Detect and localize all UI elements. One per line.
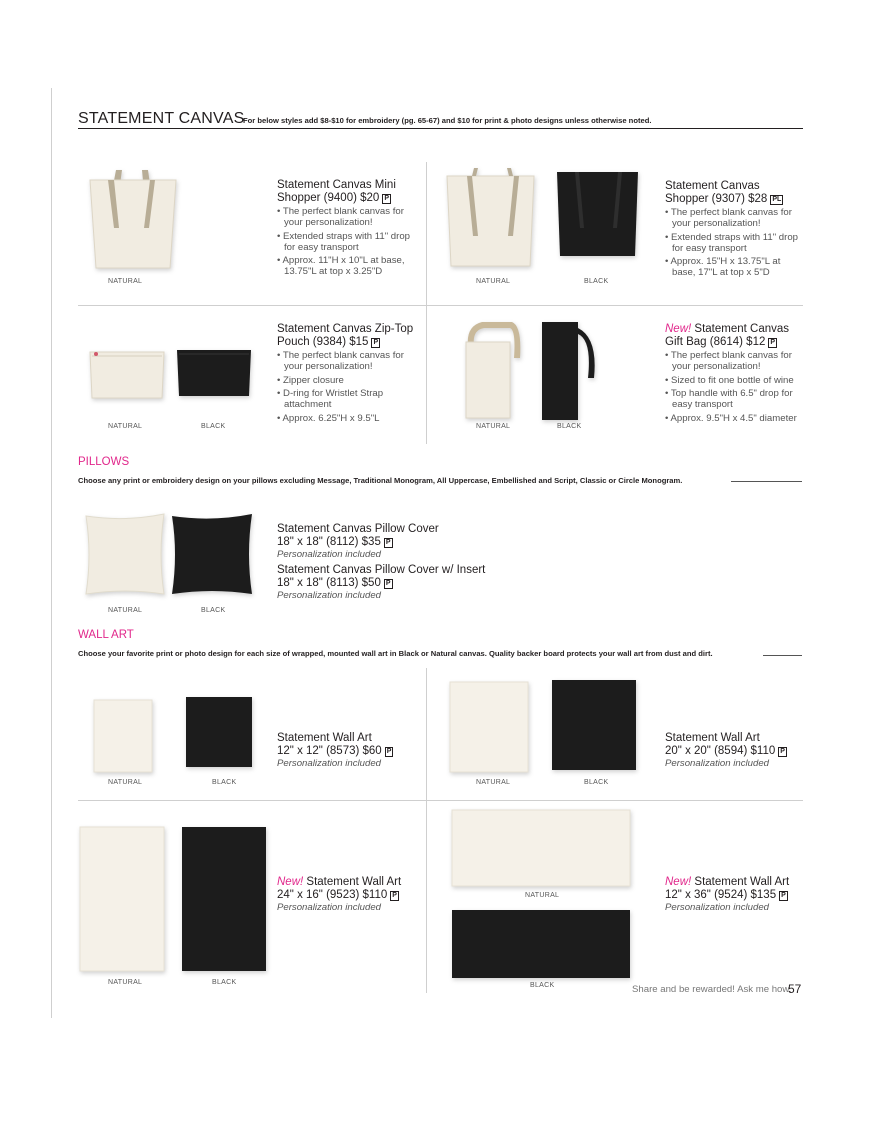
personalization-badge: P [780, 747, 785, 755]
new-label: New! [665, 323, 692, 335]
row-divider [78, 800, 803, 801]
product-name: Statement Wall Art [694, 876, 790, 888]
product-image-wallart-24x16-black [180, 825, 268, 973]
page-number: 57 [788, 982, 802, 996]
product-image-wallart-20x20-black [550, 678, 638, 772]
product-gift-bag [665, 323, 805, 426]
product-name: Statement Canvas Pillow Cover w/ Insert [277, 564, 486, 576]
product-wall-art-12x12 [277, 732, 417, 771]
personalization-note: Personalization included [277, 758, 381, 769]
product-shopper [665, 180, 800, 281]
bullet: • Approx. 15"H x 13.75"L at base, 17"L at top x 5"D [665, 256, 800, 278]
product-wall-art-12x36 [665, 876, 805, 915]
product-image-wallart-24x16-natural [78, 825, 166, 973]
margin-line [51, 88, 52, 1018]
footer-tagline: Share and be rewarded! Ask me how. [632, 984, 792, 995]
product-price: 18" x 18" (8112) $35 [277, 535, 381, 548]
product-pillow-cover [277, 523, 537, 562]
bullet: • Extended straps with 11" drop for easy transport [277, 231, 422, 253]
bullet: • Top handle with 6.5" drop for easy transport [665, 388, 805, 410]
bullet: • The perfect blank canvas for your personalization! [277, 350, 422, 372]
new-label: New! [277, 876, 304, 888]
caption-natural: NATURAL [108, 423, 143, 430]
section-note-wall-art: Choose your favorite print or photo design for each size of wrapped, mounted wall art in Black or Natural canvas. Quality backer board protects your wall art from dust and dirt. [78, 649, 713, 658]
caption-natural: NATURAL [476, 423, 511, 430]
product-image-pillow-black [170, 512, 254, 596]
personalization-note: Personalization included [665, 758, 769, 769]
caption-black: BLACK [201, 423, 226, 430]
product-price: 12" x 12" (8573) $60 [277, 744, 382, 757]
personalization-note: Personalization included [665, 902, 769, 913]
personalization-badge: P [781, 891, 786, 899]
product-price: Pouch (9384) $15 [277, 335, 369, 348]
product-name: Statement Canvas [694, 323, 790, 335]
section-note-statement-canvas: For below styles add $8-$10 for embroidery (pg. 65-67) and $10 for print & photo designs unless otherwise noted. [243, 116, 652, 125]
bullet: • Sized to fit one bottle of wine [665, 375, 805, 386]
product-name: Statement Canvas Pillow Cover [277, 523, 439, 535]
column-divider [426, 162, 427, 444]
caption-natural: NATURAL [476, 779, 511, 786]
personalization-note: Personalization included [277, 549, 381, 560]
row-divider [78, 305, 803, 306]
personalization-note: Personalization included [277, 902, 381, 913]
personalization-badge: P [373, 338, 379, 346]
bullet: • Zipper closure [277, 375, 422, 386]
product-name: Statement Canvas Zip-Top [277, 323, 414, 335]
caption-natural: NATURAL [476, 278, 511, 285]
product-image-wallart-20x20-natural [448, 680, 530, 774]
section-note-pillows: Choose any print or embroidery design on your pillows excluding Message, Traditional Monogram, All Uppercase, Embellished and Script, Classic or Circle Monogram. [78, 476, 683, 485]
caption-black: BLACK [530, 982, 555, 989]
section-title-wall-art: WALL ART [78, 629, 134, 641]
bullet: • The perfect blank canvas for your personalization! [665, 350, 805, 372]
product-image-wallart-12x12-natural [92, 698, 154, 774]
caption-black: BLACK [201, 607, 226, 614]
product-price: Shopper (9307) $28 [665, 192, 768, 205]
product-price: 18" x 18" (8113) $50 [277, 576, 381, 589]
product-image-giftbag-black [538, 318, 600, 423]
section-title-statement-canvas: STATEMENT CANVAS [78, 110, 245, 127]
personalization-badge: P [384, 194, 389, 202]
product-name: Statement Wall Art [306, 876, 402, 888]
product-image-pouch-natural [88, 350, 166, 402]
caption-black: BLACK [212, 779, 237, 786]
product-wall-art-20x20 [665, 732, 805, 771]
bullet: • Approx. 11"H x 10"L at base, 13.75"L at top x 3.25"D [277, 255, 422, 277]
note-rule [763, 655, 802, 656]
product-image-pouch-black [175, 348, 253, 400]
bullet: • Approx. 6.25"H x 9.5"L [277, 413, 422, 424]
personalization-badge: P [770, 338, 776, 346]
personalization-badge: PL [772, 195, 782, 203]
personalization-badge: P [392, 891, 397, 899]
product-image-shopper-black [555, 168, 640, 262]
product-mini-shopper [277, 179, 422, 280]
product-name: Statement Wall Art [277, 732, 372, 744]
bullet: • Approx. 9.5"H x 4.5" diameter [665, 413, 805, 424]
bullet: • The perfect blank canvas for your personalization! [277, 206, 422, 228]
section-title-pillows: PILLOWS [78, 456, 130, 468]
personalization-badge: P [386, 747, 392, 755]
new-label: New! [665, 876, 692, 888]
product-price: Gift Bag (8614) $12 [665, 335, 766, 348]
product-zip-top-pouch [277, 323, 422, 426]
product-image-mini-shopper [88, 168, 178, 280]
product-price: Shopper (9400) $20 [277, 191, 380, 204]
bullet: • D-ring for Wristlet Strap attachment [277, 388, 422, 410]
personalization-badge: P [385, 538, 391, 546]
bullet: • The perfect blank canvas for your personalization! [665, 207, 800, 229]
section-rule [78, 128, 803, 129]
product-name: Statement Canvas [665, 180, 760, 192]
product-image-giftbag-natural [460, 318, 530, 423]
caption-natural: NATURAL [108, 607, 143, 614]
caption-natural: NATURAL [525, 892, 560, 899]
product-pillow-cover-insert [277, 564, 537, 603]
product-image-wallart-12x36-natural [450, 808, 632, 888]
product-name: Statement Canvas Mini [277, 179, 396, 191]
personalization-note: Personalization included [277, 590, 381, 601]
caption-black: BLACK [557, 423, 582, 430]
note-rule [731, 481, 802, 482]
personalization-badge: P [385, 579, 391, 587]
product-name: Statement Wall Art [665, 732, 760, 744]
caption-natural: NATURAL [108, 979, 143, 986]
caption-natural: NATURAL [108, 779, 143, 786]
product-price: 12" x 36" (9524) $135 [665, 888, 777, 901]
product-price: 24" x 16" (9523) $110 [277, 888, 388, 901]
product-price: 20" x 20" (8594) $110 [665, 744, 776, 757]
bullet: • Extended straps with 11" drop for easy transport [665, 232, 800, 254]
product-image-shopper-natural [443, 168, 538, 272]
caption-natural: NATURAL [108, 278, 143, 285]
product-wall-art-24x16 [277, 876, 417, 915]
product-image-pillow-natural [84, 512, 166, 596]
caption-black: BLACK [584, 278, 609, 285]
caption-black: BLACK [584, 779, 609, 786]
caption-black: BLACK [212, 979, 237, 986]
column-divider [426, 668, 427, 993]
product-image-wallart-12x12-black [184, 695, 256, 771]
product-image-wallart-12x36-black [450, 908, 632, 980]
